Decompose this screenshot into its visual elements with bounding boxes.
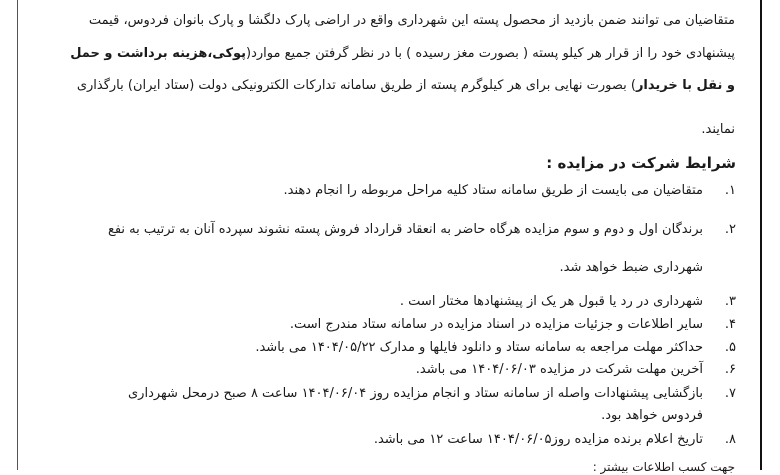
intro-line-4: نمایند. (701, 122, 735, 137)
intro-line-2-bold: پوکی،هزینه برداشت و حمل (70, 46, 247, 61)
intro-line-3 (77, 78, 735, 94)
item-text-7-cont: فردوس خواهد بود. (601, 408, 703, 423)
item-text-6: آخرین مهلت شرکت در مزایده ۱۴۰۴/۰۶/۰۳ می باشد. (415, 362, 703, 377)
item-text-8: تاریخ اعلام برنده مزایده روز۱۴۰۴/۰۶/۰۵ ساعت ۱۲ می باشد. (373, 432, 703, 447)
item-number-2: ۲. (724, 222, 736, 237)
item-text-4: سایر اطلاعات و جزئیات مزایده در اسناد مزایده در سامانه ستاد مندرج است. (289, 317, 703, 332)
item-number-1: ۱. (724, 183, 736, 198)
item-text-7: بازگشایی پیشنهادات واصله از سامانه ستاد و انجام مزایده روز ۱۴۰۴/۰۶/۰۴ ساعت ۸ صبح درمحل شهرداری (128, 386, 703, 401)
intro-line-3-bold: و نقل با خریدار (635, 78, 735, 93)
item-text-3: شهرداری در رد یا قبول هر یک از پیشنهادها مختار است . (399, 294, 703, 309)
item-number-3: ۳. (724, 294, 736, 309)
item-number-7: ۷. (724, 386, 736, 401)
more-info-footer: جهت کسب اطلاعات بیشتر : (592, 460, 735, 474)
item-text-5: حداکثر مهلت مراجعه به سامانه ستاد و دانلود فایلها و مدارک ۱۴۰۴/۰۵/۲۲ می باشد. (255, 340, 703, 355)
item-text-2: برندگان اول و دوم و سوم مزایده هرگاه حاضر به انعقاد قرارداد فروش پسته نشوند سپرده آنان به ترتیب به نفع (107, 222, 703, 237)
conditions-heading: شرایط شرکت در مزایده : (546, 154, 736, 172)
intro-line-2 (70, 46, 735, 62)
page-border-left (17, 0, 18, 470)
item-text-1: متقاضیان می بایست از طریق سامانه ستاد کلیه مراحل مربوطه را انجام دهند. (283, 183, 703, 198)
intro-line-1: متقاضیان می توانند ضمن بازدید از محصول پسته این شهرداری واقع در اراضی پارک دلگشا و پارک بانوان فردوس، قیمت (88, 13, 735, 28)
item-number-5: ۵. (724, 340, 736, 355)
item-number-4: ۴. (724, 317, 736, 332)
intro-line-3-text: ) بصورت نهایی برای هر کیلوگرم پسته از طریق سامانه تدارکات الکترونیکی دولت (ستاد ایران) بارگذاری (76, 78, 636, 93)
intro-line-2-text: پیشنهادی خود را از قرار هر کیلو پسته ( بصورت مغز رسیده ) با در نظر گرفتن جمیع موارد( (246, 46, 735, 61)
item-number-8: ۸. (724, 432, 736, 447)
page-border-right (760, 0, 762, 470)
item-text-2-cont: شهرداری ضبط خواهد شد. (559, 260, 703, 275)
item-number-6: ۶. (724, 362, 736, 377)
